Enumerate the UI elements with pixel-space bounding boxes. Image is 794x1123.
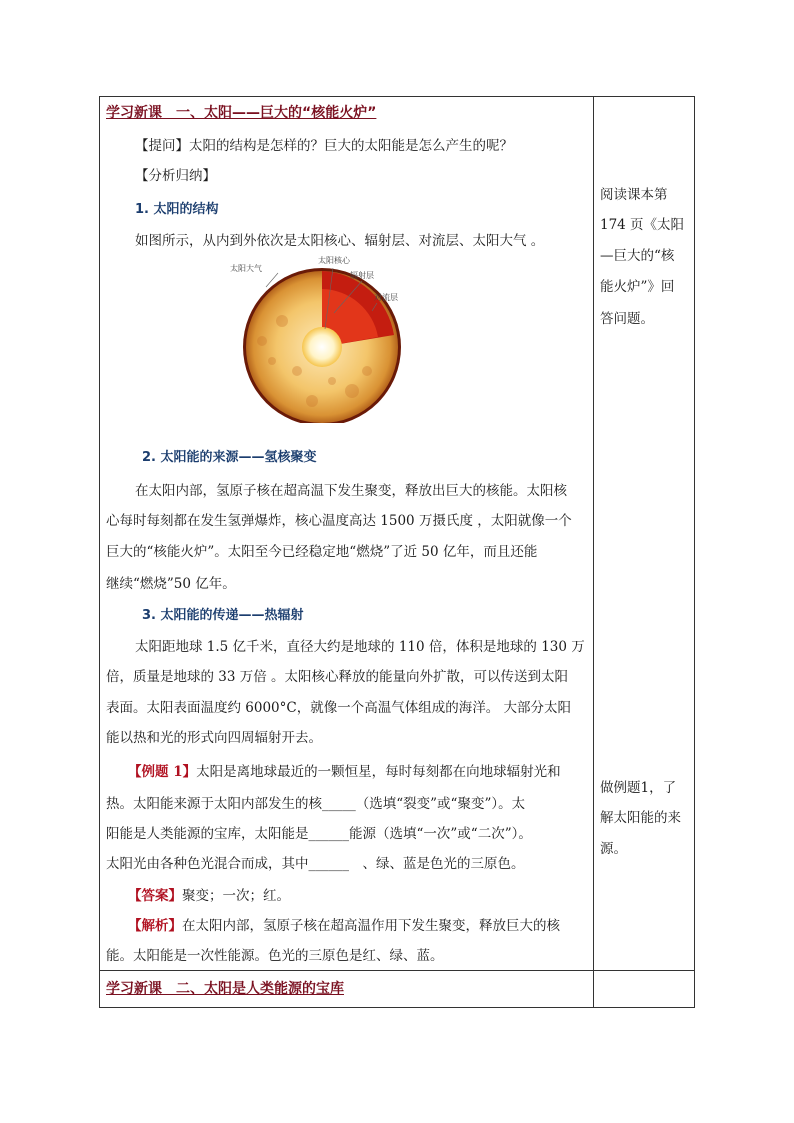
side-note-1-line-5: 答问题。 [600,311,654,327]
question-line [135,134,513,154]
sub3-line-3: 表面。太阳表面温度约 6000°C，就像一个高温气体组成的海洋。 大部分太阳 [106,700,572,716]
example-line-1 [128,760,561,780]
sub2-line-3: 巨大的“核能火炉”。太阳至今已经稳定地“燃烧”了近 50 亿年，而且还能 [106,544,538,560]
side-note-1-line-2: 174 页《太阳 [600,217,685,233]
sub3-title: 3. 太阳能的传递——热辐射 [142,608,304,623]
sub3-line-2: 倍，质量是地球的 33 万倍 。太阳核心释放的能量向外扩散，可以传送到太阳 [106,669,569,685]
sub1-text: 如图所示，从内到外依次是太阳核心、辐射层、对流层、太阳大气 。 [135,233,545,249]
sub1-title: 1. 太阳的结构 [135,202,219,217]
example-text-1: 太阳是离地球最近的一颗恒星，每时每刻都在向地球辐射光和 [196,764,561,780]
question-text: 太阳的结构是怎样的？巨大的太阳能是怎么产生的呢？ [189,138,513,154]
analysis-tag: 【分析归纳】 [135,168,216,184]
answer-text: 聚变；一次；红。 [182,888,290,904]
label-atmosphere: 太阳大气 [230,264,262,273]
sub3-line-1: 太阳距地球 1.5 亿千米，直径大约是地球的 110 倍，体积是地球的 130 万 [135,639,585,655]
explain-text-1: 在太阳内部，氢原子核在超高温作用下发生聚变，释放巨大的核 [182,918,560,934]
section2-heading: 学习新课 二、太阳是人类能源的宝库 [106,981,344,997]
example-line-4: 太阳光由各种色光混合而成，其中______ 、绿、蓝是色光的三原色。 [106,856,525,872]
row-divider [99,970,695,971]
label-radiation: 辐射层 [350,271,374,280]
example-tag: 【例题 1】 [128,764,197,780]
side-note-1-line-4: 能火炉”》回 [600,279,675,295]
side-note-2-line-1: 做例题1，了 [600,780,677,796]
sub2-line-1: 在太阳内部，氢原子核在超高温下发生聚变，释放出巨大的核能。太阳核 [135,483,567,499]
sub3-line-4: 能以热和光的形式向四周辐射开去。 [106,730,322,746]
label-convection: 对流层 [374,293,398,302]
column-divider [593,96,594,1008]
sun-core [302,327,342,367]
example-line-2: 热。太阳能来源于太阳内部发生的核_____（选填“裂变”或“聚变”）。太 [106,796,526,812]
section1-heading: 学习新课 一、太阳——巨大的“核能火炉” [106,105,377,121]
sub2-line-2: 心每时每刻都在发生氢弹爆炸，核心温度高达 1500 万摄氏度 ，太阳就像一个 [106,513,572,529]
answer-line [128,884,290,904]
answer-tag: 【答案】 [128,888,182,904]
label-core: 太阳核心 [318,256,350,265]
sun-structure-diagram [222,251,422,423]
explain-tag: 【解析】 [128,918,182,934]
sub2-line-4: 继续“燃烧”50 亿年。 [106,576,236,592]
side-note-2-line-3: 源。 [600,841,627,857]
side-note-1-line-3: —巨大的“核 [600,248,675,264]
question-tag: 【提问】 [135,138,189,154]
example-line-3: 阳能是人类能源的宝库，太阳能是______能源（选填“一次”或“二次”）。 [106,826,532,842]
sub2-title: 2. 太阳能的来源——氢核聚变 [142,450,317,465]
explain-line-2: 能。太阳能是一次性能源。色光的三原色是红、绿、蓝。 [106,948,444,964]
side-note-1-line-1: 阅读课本第 [600,187,668,203]
explain-line-1 [128,914,560,934]
side-note-2-line-2: 解太阳能的来 [600,810,681,826]
